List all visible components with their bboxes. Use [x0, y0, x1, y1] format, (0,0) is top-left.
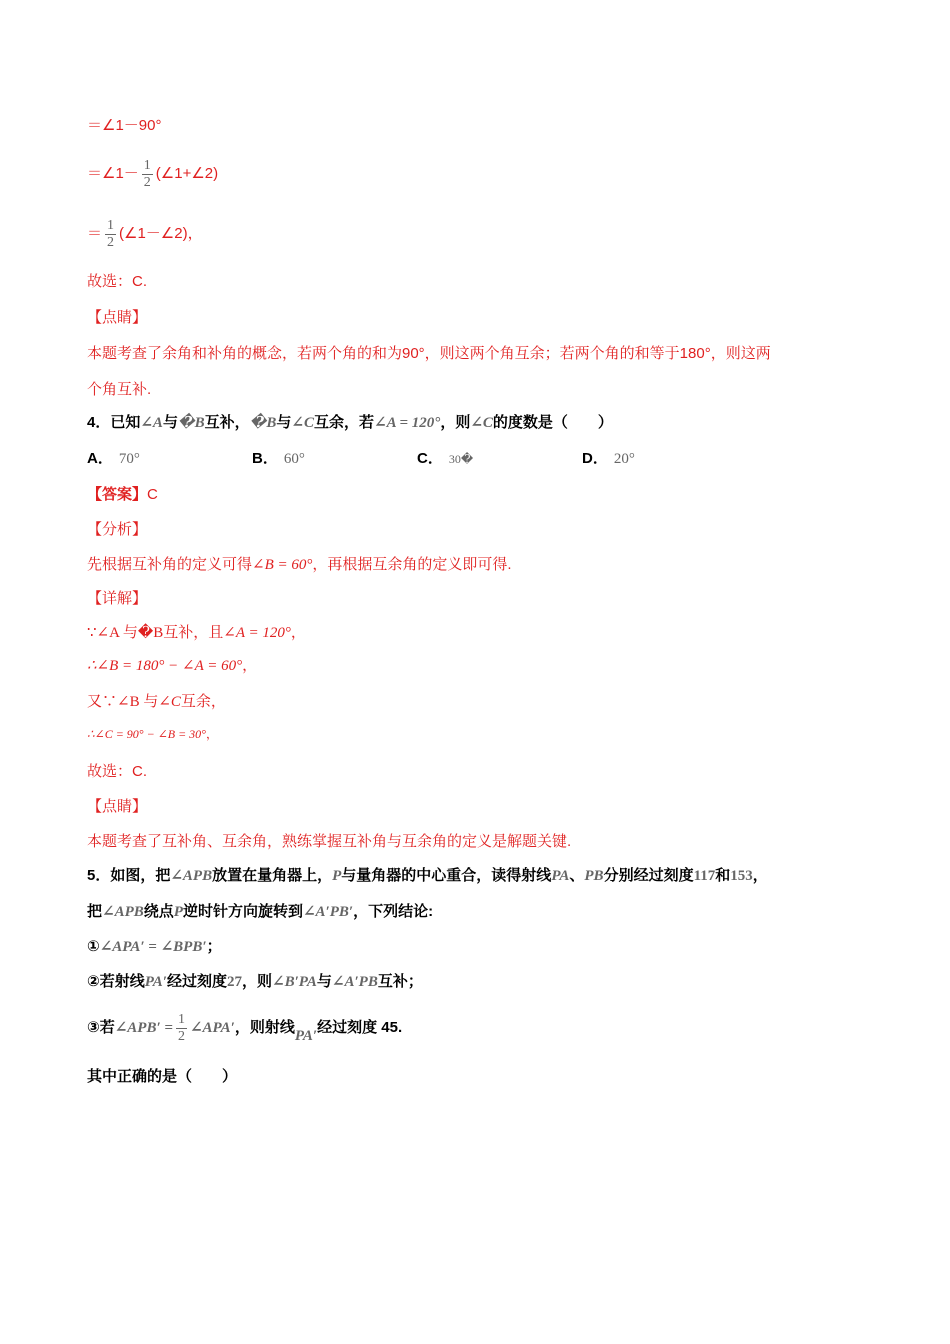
- q4-stem: [87, 413, 890, 433]
- q4-given: ∠A = 120°: [374, 415, 441, 431]
- option-value: 70°: [118, 451, 140, 467]
- conclusion-2-mark: ②若射线: [87, 973, 145, 990]
- fraction-numerator: 1: [143, 157, 151, 173]
- q3-choice: 故选：C.: [87, 273, 148, 290]
- q4-option-a[interactable]: [87, 449, 140, 469]
- q3-comment-heading: 【点睛】: [87, 309, 148, 326]
- q5-conclusion-2: [87, 972, 890, 992]
- conclusion-1-math: ∠APA′ = ∠BPB′: [99, 939, 207, 955]
- q4-analysis-heading: 【分析】: [87, 521, 148, 538]
- conclusion-3-lhs: ∠APB′ =: [114, 1020, 173, 1036]
- q5-l1-g: ，: [752, 867, 768, 884]
- q4-option-b[interactable]: [252, 449, 305, 469]
- q3-step-3-fraction: [105, 218, 116, 251]
- conclusion-3-mark: ③若: [87, 1019, 115, 1036]
- conclusion-2-value: 27: [227, 974, 242, 990]
- q3-step-2-fraction: [142, 158, 153, 191]
- q5-l1-d: 、: [569, 867, 585, 884]
- q5-l2-a: 把: [87, 903, 103, 920]
- q5-l1-v2: 153: [730, 868, 753, 884]
- q5-conclusion-3: [87, 1006, 890, 1050]
- detail-2-suffix: ，: [242, 657, 258, 674]
- conclusion-2-d: 互补；: [377, 973, 423, 990]
- q4-detail-line-1: [87, 623, 890, 643]
- q3-step-3: [87, 214, 890, 254]
- analysis-math: ∠B = 60°: [252, 557, 313, 573]
- detail-1-math: ∠A = 120°: [223, 625, 291, 641]
- detail-3-suffix: 互余，: [180, 693, 226, 710]
- q4-detail-line-2: [87, 656, 890, 676]
- q4-choice: 故选：C.: [87, 763, 148, 780]
- fraction-denominator: 2: [177, 1028, 185, 1044]
- q5-l1-angle: ∠APB: [170, 868, 213, 884]
- q5-l2-angle-2: ∠A′PB′: [302, 904, 354, 920]
- q5-number: 5．: [87, 867, 111, 884]
- conclusion-3-b: 经过刻度 45.: [317, 1019, 403, 1036]
- q4-detail-line-3: [87, 692, 890, 712]
- q4-stem-f: ，则: [440, 414, 471, 431]
- q3-step-1: [87, 116, 890, 136]
- option-value: 30�: [448, 452, 474, 466]
- q3-comment-line-2: 个角互补.: [87, 381, 152, 398]
- detail-1-angle-b: �B: [137, 625, 164, 641]
- fraction-numerator: 1: [177, 1011, 185, 1027]
- q5-l2-b: 绕点: [143, 903, 174, 920]
- q3-step-1-text: ＝∠1－90°: [87, 117, 162, 134]
- q4-stem-e: 互余，若: [314, 414, 375, 431]
- conclusion-2-b: ，则: [242, 973, 273, 990]
- q5-l1-pb: PB: [584, 868, 604, 884]
- q4-detail-heading: 【详解】: [87, 590, 148, 607]
- option-label: D．: [582, 450, 608, 467]
- detail-1-mid: 互补，且: [163, 624, 224, 641]
- conclusion-2-a: 经过刻度: [166, 973, 227, 990]
- q5-conclusion-1: [87, 937, 890, 957]
- q5-l1-b: 放置在量角器上，: [212, 867, 333, 884]
- q4-angle-a: ∠A: [140, 415, 163, 431]
- q5-stem-line-1: [87, 866, 890, 886]
- q5-l2-c: 逆时针方向旋转到: [182, 903, 303, 920]
- detail-4-math: ∴∠C = 90° − ∠B = 30°: [87, 727, 206, 741]
- q4-option-d[interactable]: [582, 449, 635, 469]
- conclusion-3-a: ，则射线: [234, 1019, 295, 1036]
- q3-step-2: [87, 154, 890, 194]
- q4-stem-b: 与: [162, 414, 178, 431]
- detail-1-prefix: ∵∠A 与: [87, 625, 138, 641]
- q4-angle-b: �B: [177, 415, 205, 431]
- option-label: B．: [252, 450, 278, 467]
- option-value: 20°: [613, 451, 635, 467]
- detail-3-angle-c: ∠C: [158, 694, 181, 710]
- q5-question: 其中正确的是（ ）: [87, 1068, 238, 1085]
- q5-l1-a: 如图，把: [110, 867, 171, 884]
- detail-3-prefix: 又∵∠B 与: [87, 694, 159, 710]
- analysis-prefix: 先根据互补角的定义可得: [87, 556, 253, 573]
- fraction-denominator: 2: [143, 174, 151, 190]
- q5-l1-pa: PA: [551, 868, 570, 884]
- q4-stem-g: 的度数是（ ）: [492, 414, 613, 431]
- q4-analysis: [87, 555, 890, 575]
- q5-l2-p: P: [173, 904, 183, 920]
- q4-comment-heading: 【点睛】: [87, 798, 148, 815]
- q4-stem-c: 互补，: [204, 414, 250, 431]
- q3-comment-line-1: 本题考查了余角和补角的概念，若两个角的和为90°，则这两个角互余；若两个角的和等于180°，则这两: [87, 345, 771, 362]
- option-label: C．: [417, 450, 443, 467]
- conclusion-2-c: 与: [316, 973, 332, 990]
- conclusion-1-mark: ①: [87, 938, 100, 955]
- q4-number: 4．: [87, 414, 111, 431]
- fraction-numerator: 1: [107, 217, 115, 233]
- q5-l1-e: 分别经过刻度: [603, 867, 694, 884]
- conclusion-2-pa: PA′: [144, 974, 167, 990]
- q5-l1-v1: 117: [693, 868, 716, 884]
- conclusion-2-angle-2: ∠A′PB: [331, 974, 378, 990]
- conclusion-3-fraction: [176, 1012, 187, 1045]
- q4-angle-c: ∠C: [291, 415, 314, 431]
- conclusion-3-pa: PA′: [294, 1028, 318, 1044]
- detail-1-suffix: ，: [290, 624, 306, 641]
- detail-2-math: ∴∠B = 180° − ∠A = 60°: [87, 658, 243, 674]
- q4-option-c[interactable]: [417, 449, 473, 469]
- q5-l1-p: P: [332, 868, 342, 884]
- option-value: 60°: [283, 451, 305, 467]
- answer-value: C: [147, 486, 158, 503]
- q3-step-2-prefix: ＝∠1－: [87, 165, 139, 182]
- q4-angle-b-2: �B: [249, 415, 277, 431]
- q5-l1-f: 和: [715, 867, 731, 884]
- q4-detail-line-4: [87, 724, 890, 744]
- q4-answer: [87, 485, 890, 505]
- q4-stem-a: 已知: [110, 414, 141, 431]
- q5-l2-angle: ∠APB: [102, 904, 144, 920]
- q4-angle-c-2: ∠C: [470, 415, 493, 431]
- conclusion-1-end: ；: [206, 938, 222, 955]
- option-label: A．: [87, 450, 113, 467]
- q3-step-2-suffix: (∠1+∠2): [155, 165, 219, 182]
- q5-l1-c: 与量角器的中心重合，读得射线: [341, 867, 552, 884]
- analysis-suffix: ，再根据互余角的定义即可得.: [312, 556, 512, 573]
- q5-l2-d: ，下列结论:: [353, 903, 434, 920]
- q3-step-3-suffix: (∠1－∠2)，: [119, 225, 203, 242]
- fraction-denominator: 2: [107, 234, 115, 250]
- q5-stem-line-2: [87, 902, 890, 922]
- answer-heading: 【答案】: [87, 486, 148, 503]
- q4-stem-d: 与: [276, 414, 292, 431]
- conclusion-3-rhs: ∠APA′: [189, 1020, 235, 1036]
- q4-comment: 本题考查了互补角、互余角，熟练掌握互补角与互余角的定义是解题关键.: [87, 833, 572, 850]
- conclusion-2-angle-1: ∠B′PA: [272, 974, 317, 990]
- detail-4-suffix: ，: [205, 727, 218, 741]
- q3-step-3-prefix: ＝: [87, 225, 103, 242]
